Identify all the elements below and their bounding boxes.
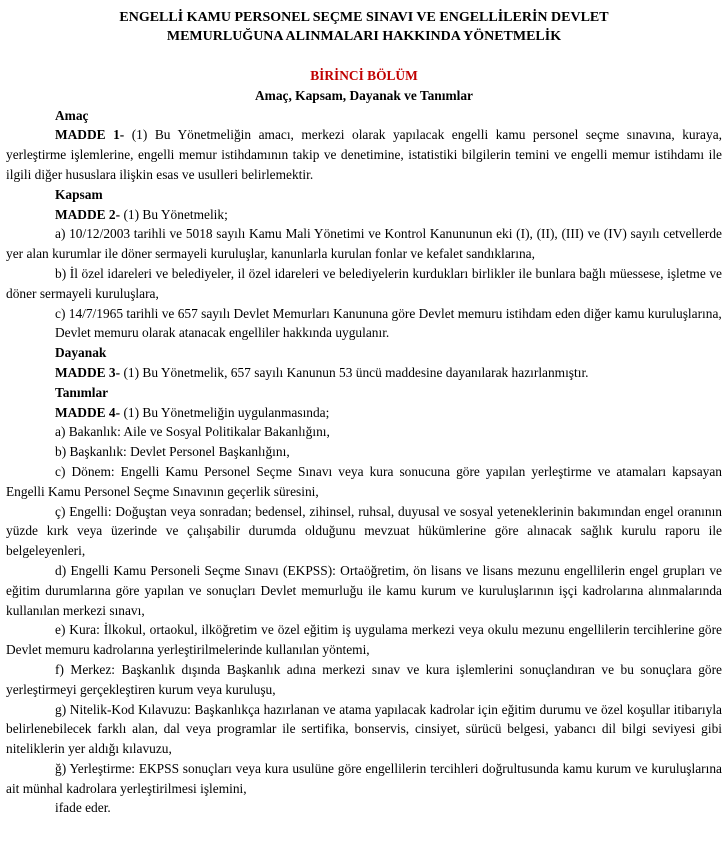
section-heading bbox=[6, 66, 722, 106]
article-3-text: (1) Bu Yönetmelik, 657 sayılı Kanunun 53 üncü maddesine dayanılarak hazırlanmıştır. bbox=[120, 364, 589, 380]
scope-item-c: c) 14/7/1965 tarihli ve 657 sayılı Devlet Memurları Kanununa göre Devlet memuru istihdam eden diğer kamu kuruluşlarına, bbox=[55, 305, 722, 321]
definition-c: c) Dönem: Engelli Kamu Personel Seçme Sınavı veya kura sonucuna göre yapılan yerleştirme ve atamaları kapsayan Engelli Kamu Personel Seçme Sınavının geçerlik süresini, bbox=[6, 463, 722, 499]
definition-b: b) Başkanlık: Devlet Personel Başkanlığını, bbox=[55, 444, 290, 460]
article-3-label: MADDE 3- bbox=[55, 364, 121, 380]
scope-closing: Devlet memuru olarak atanacak engelliler hakkında uygulanır. bbox=[55, 325, 390, 341]
heading-kapsam: Kapsam bbox=[55, 186, 103, 202]
heading-amac: Amaç bbox=[55, 107, 89, 123]
definitions-closing: ifade eder. bbox=[55, 800, 111, 816]
article-1 bbox=[6, 125, 722, 184]
section-name: BİRİNCİ BÖLÜM bbox=[310, 68, 418, 83]
article-4-label: MADDE 4- bbox=[55, 404, 121, 420]
article-2 bbox=[6, 205, 722, 225]
heading-dayanak: Dayanak bbox=[55, 345, 107, 361]
definition-c-cedilla: ç) Engelli: Doğuştan veya sonradan; bedensel, zihinsel, ruhsal, duyusal ve sosyal yeteneklerinin bakımından engel oranının yüzde kırk veya üzerinde ve çalışabilir durumda olduğunu mevzuat hükümlerine göre alınacak sağlık kurulu raporu ile belgeleyenleri, bbox=[6, 503, 722, 559]
definition-g-breve: ğ) Yerleştirme: EKPSS sonuçları veya kura usulüne göre engellilerin tercihleri doğrultusunda kamu kurum ve kuruluşlarına ait münhal kadrolara yerleştirilmesi işlemini, bbox=[6, 760, 722, 796]
definition-g: g) Nitelik-Kod Kılavuzu: Başkanlıkça hazırlanan ve atama yapılacak kadrolar için eğitim durumu ve özel koşullar itibarıyla belirlenebilecek farklı alan, dal veya programlar ile sertifika, bonservis, cinsiyet, sürücü belgesi, yabancı dil bilgi seviyesi gibi niteliklerin yer aldığı kılavuzu, bbox=[6, 701, 722, 757]
article-2-text: (1) Bu Yönetmelik; bbox=[120, 206, 228, 222]
definition-e: e) Kura: İlkokul, ortaokul, ilköğretim ve özel eğitim iş uygulama merkezi veya okulu mezunu engellilerin tercihlerine göre Devlet memuru kadrolarına yerleştirilmelerinde kullanılan yöntemi, bbox=[6, 622, 722, 658]
heading-tanimlar: Tanımlar bbox=[55, 384, 109, 400]
regulation-title bbox=[6, 8, 722, 46]
scope-item-b: b) İl özel idareleri ve belediyeler, il özel idareleri ve belediyelerin kurdukları birlikler ile bunlara bağlı müessese, işletme ve döner sermayeli kuruluşlara, bbox=[6, 265, 722, 301]
article-1-label: MADDE 1- bbox=[55, 127, 125, 143]
definition-d: d) Engelli Kamu Personeli Seçme Sınavı (EKPSS): Ortaöğretim, ön lisans ve lisans mezunu engellilerin engel grupları ve eğitim durumlarına göre yapılan ve sonuçları Devlet memurluğu ile kamu kurum ve kuruluşlarının işçi kadrolarına alınmalarında kullanılan merkezi sınavı, bbox=[6, 562, 722, 618]
title-line-1: ENGELLİ KAMU PERSONEL SEÇME SINAVI VE ENGELLİLERİN DEVLET bbox=[119, 10, 609, 25]
article-1-text: (1) Bu Yönetmeliğin amacı, merkezi olarak yapılacak engelli kamu personel seçme sınavına, kuraya, yerleştirme işlemlerine, engelli memur istihdamının takip ve denetimine, istatistiki bilgilerin temini ve engelli memur istihdamı ile ilgili diğer hususlara ilişkin esas ve usulleri belirlemektir. bbox=[6, 127, 722, 182]
definition-f: f) Merkez: Başkanlık dışında Başkanlık adına merkezi sınav ve kura işlemlerini sonuçlandıran ve bu sonuçlara göre yerleştirmeyi gerçekleştiren kurum veya kuruluşu, bbox=[6, 661, 722, 697]
section-subtitle: Amaç, Kapsam, Dayanak ve Tanımlar bbox=[255, 87, 473, 103]
scope-item-a: a) 10/12/2003 tarihli ve 5018 sayılı Kamu Mali Yönetimi ve Kontrol Kanununun eki (I), (II), (III) ve (IV) sayılı cetvellerde yer alan kurumlar ile döner sermayeli kuruluşlar, kanunlarla kurulan fonlar ve kefalet sandıklarına, bbox=[6, 226, 722, 262]
article-2-label: MADDE 2- bbox=[55, 206, 121, 222]
article-4 bbox=[6, 403, 722, 423]
title-line-2: MEMURLUĞUNA ALINMALARI HAKKINDA YÖNETMELİK bbox=[166, 29, 562, 44]
article-3 bbox=[6, 363, 722, 383]
definition-a: a) Bakanlık: Aile ve Sosyal Politikalar Bakanlığını, bbox=[55, 424, 330, 440]
article-4-text: (1) Bu Yönetmeliğin uygulanmasında; bbox=[120, 404, 330, 420]
